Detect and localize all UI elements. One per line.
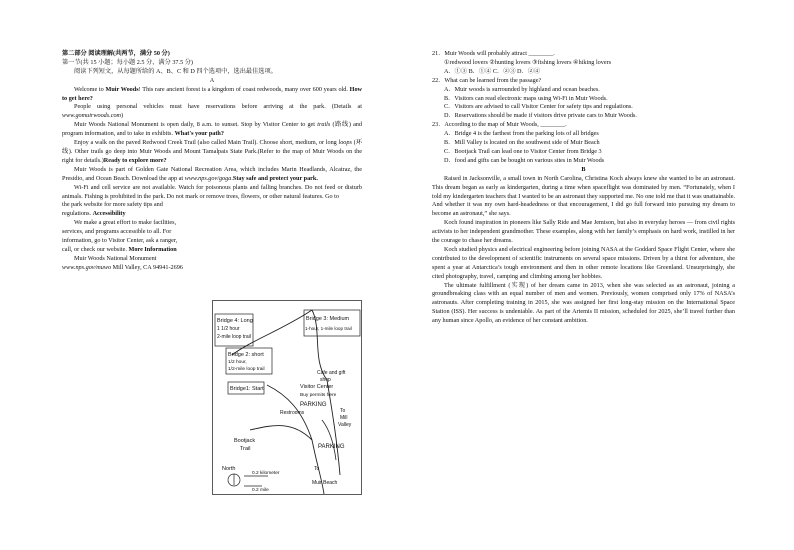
buy-permits-label: Buy permits here	[300, 393, 337, 398]
passage-b-paragraph-1: Raised in Jacksonville, a small town in North Carolina, Christina Koch always knew she wanted to be an astronaut. This dream began as early as kindergarten, during a time when spaceflight was dominated by men. “Fortunately, when I told my kindergarten teachers that I wanted to be an astronaut they supported me. No one told me that it was unattainable. And whether it was my own hard-headedness or that encouragement, I did go full forward into pursuing my dream to become an astronaut,” she says.	[432, 174, 735, 218]
bridge4-time: 1 1/2 hour	[217, 326, 240, 332]
passage-b-label: B	[581, 165, 586, 173]
paragraph-reservations: People using personal vehicles must have reservations before arriving at the park. (Details at www.gomuirwoods.com)	[62, 103, 362, 120]
monument-address: www.nps.gov/muwo Mill Valley, CA 94941-2696	[62, 263, 183, 271]
mill-valley-valley: Valley	[338, 422, 352, 428]
part-heading: 第二部分 阅读理解(共两节，满分 50 分)	[62, 50, 170, 57]
paragraph-hours: Muir Woods National Monument is open daily, 8 a.m. to sunset. Stop by Visitor Center to get trails (路线) and program information, and to take in exhibits. What's your path?	[62, 121, 362, 138]
question-23: 23．According to the map of Muir Woods, ________.	[432, 121, 567, 129]
bridge2-label: Bridge 2: short	[228, 352, 264, 358]
question-21-options: A．①③ B．①④ C．②③ D．②④	[444, 67, 541, 75]
bridge1-label: Bridge1: Start	[230, 386, 264, 392]
paragraph-welcome: Welcome to Muir Woods! This rare ancient forest is a kingdom of coast redwoods, many over 600 years old. How to get here?	[62, 85, 362, 102]
muir-beach-to: To	[314, 466, 320, 472]
cafe-label: Cafe and gift	[317, 370, 346, 376]
parking-label-1: PARKING	[300, 402, 327, 408]
muir-woods-map	[212, 300, 362, 495]
question-23-option-b: B．Mill Valley is located on the southwest side of Muir Beach	[444, 139, 600, 147]
monument-name: Muir Woods National Monument	[74, 254, 157, 262]
left-column	[62, 50, 362, 273]
instruction: 阅读下列短文，从每题所给的 A、B、C 和 D 四个选项中，选出最佳选项。	[74, 67, 277, 75]
paragraph-safety-cont: the park website for more safety tips and	[62, 201, 163, 209]
question-22: 22．What can be learned from the passage?	[432, 76, 542, 84]
question-22-option-d: D．Reservations should be made if visitors drive private cars to Muir Woods.	[444, 112, 637, 120]
paragraph-safety-end: regulations. Accessibility	[62, 210, 126, 218]
section-heading: 第一节(共 15 小题；每小题 2.5 分，满分 37.5 分)	[62, 58, 193, 66]
bridge3-label: Bridge 3: Medium	[306, 316, 350, 322]
muir-beach-label: Muir Beach	[312, 480, 338, 486]
scale-km-label: 0.2 kilometer	[252, 471, 280, 476]
visitor-center-label: Visitor Center	[300, 384, 334, 390]
scale-mile-label: 0.2 mile	[252, 488, 269, 493]
question-22-option-c: C．Visitors are advised to call Visitor Center for safety tips and regulations.	[444, 103, 633, 111]
mill-valley-mill: Mill	[340, 415, 348, 421]
passage-a-label: A	[209, 76, 215, 84]
paragraph-access-3: information, go to Visitor Center, ask a ranger,	[62, 237, 178, 245]
question-23-option-a: A．Bridge 4 is the farthest from the parking lots of all bridges	[444, 130, 599, 138]
paragraph-safety: Wi-Fi and cell service are not available. Watch for poisonous plants and falling branches. Do not feed or disturb animals. Fishing is prohibited in the park. Do not mark or remove trees, flowers, or other natural features. Go to	[62, 183, 362, 200]
question-21-items: ①redwood lovers ②hunting lovers ③fishing lovers ④hiking lovers	[444, 58, 612, 66]
question-22-option-a: A．Muir woods is surrounded by highland and ocean beaches.	[444, 85, 600, 93]
question-21: 21．Muir Woods will probably attract ________.	[432, 50, 555, 57]
paragraph-access-2: services, and programs accessible to all. For	[62, 228, 172, 236]
bridge3-trail: 1-hour, 1-mile loop trail	[305, 326, 352, 331]
north-label: North	[222, 466, 236, 472]
paragraph-trails: Enjoy a walk on the paved Redwood Creek Trail (also called Main Trail). Choose short, medium, or long loops (环线). Other trails go deep into Muir Woods and Mount Tamalpais State Park.(Refer to the map of Muir Woods on the right for details.)Ready to explore more?	[62, 139, 363, 164]
bridge4-trail: 2-mile loop trail	[217, 334, 251, 340]
right-column	[432, 50, 735, 326]
passage-b-paragraph-3: Koch studied physics and electrical engineering before joining NASA at the Goddard Space Flight Center, where she contributed to the development of scientific instruments on several space missions. Driven by a thirst for adventure, she spent a year at Antarctica’s tough environment and then in other remote locations like Greenland. Unsurprisingly, she cited photography, travel, camping and climbing among her hobbies.	[432, 245, 735, 280]
paragraph-access-1: We make a great effort to make facilities,	[74, 219, 177, 227]
question-23-option-d: D．food and gifts can be bought on various sites in Muir Woods	[444, 156, 605, 164]
mill-valley-to: To	[340, 408, 346, 414]
cafe-label-2: shop	[320, 377, 331, 383]
bootjack-label-2: Trail	[240, 446, 251, 452]
question-22-option-b: B．Visitors can read electronic maps using Wi-Fi in Muir Woods.	[444, 94, 608, 102]
passage-b-paragraph-4: The ultimate fulfillment (实现) of her dream came in 2013, when she was selected as an astronaut, joining a groundbreaking class with an equal number of men and women. Previously, women comprised only 17% of NASA’s astronauts. After completing training in 2015, she was assigned her first long-stay mission on the International Space Station (ISS). Her success is undeniable. As part of the Artemis II mission, scheduled for 2025, she’ll travel further than any human since Apollo, an evidence of her constant ambition.	[432, 281, 735, 325]
parking-label-2: PARKING	[318, 444, 345, 450]
bridge2-trail: 1/2-mile loop trail	[228, 367, 265, 372]
paragraph-explore: Muir Woods is part of Golden Gate National Recreation Area, which includes Marin Headlands, Alcatraz, the Presidio, and Ocean Beach. Download the app at www.nps.gov/goga.Stay safe and protect your park.	[62, 165, 362, 182]
bridge4-label: Bridge 4: Long	[217, 318, 253, 324]
bootjack-label: Bootjack	[234, 438, 256, 444]
passage-b-paragraph-2: Koch found inspiration in pioneers like Sally Ride and Mae Jemison, but also in everyday heroes — from civil rights activists to her independent grandmother. These examples, along with her family’s emphasis on hard work, instilled in her the courage to chase her dreams.	[432, 219, 735, 245]
restrooms-label: Restrooms	[280, 410, 305, 416]
paragraph-access-4: call, or check our website. More Information	[62, 245, 177, 253]
question-23-option-c: C．Bootjack Trail can lead one to Visitor Center from Bridge 3	[444, 147, 602, 155]
bridge2-time: 1/2 hour,	[228, 360, 247, 365]
